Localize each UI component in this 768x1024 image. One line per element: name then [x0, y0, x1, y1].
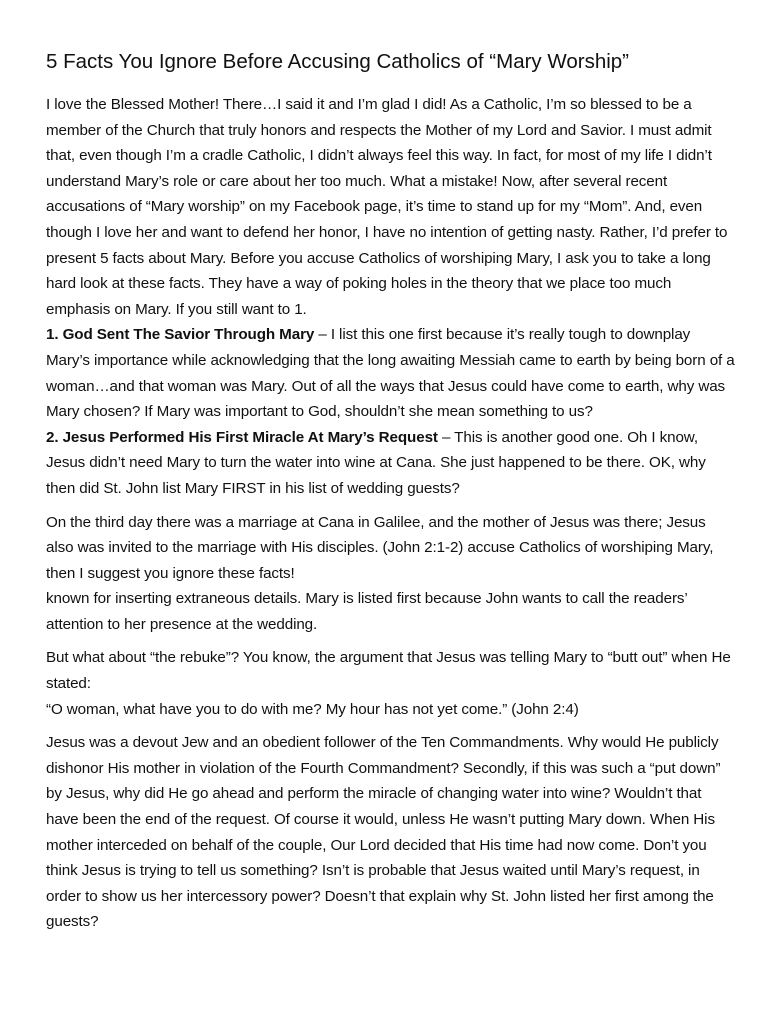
cana-note-paragraph: known for inserting extraneous details. Mary is listed first because John wants to call the readers’ attention to her presence at the wedding.	[46, 590, 688, 633]
document-page	[46, 48, 736, 935]
fact-2-heading: 2. Jesus Performed His First Miracle At Mary’s Request	[46, 428, 438, 446]
fact-2-text: – This is another good one. Oh I know, Jesus didn’t need Mary to turn the water into wine at Cana. She just happened to be there. OK, why then did St. John list Mary FIRST in his list of wedding guests?	[46, 428, 706, 497]
fact-2-paragraph	[46, 425, 736, 502]
intro-paragraph: I love the Blessed Mother! There…I said it and I’m glad I did! As a Catholic, I’m so blessed to be a member of the Church that truly honors and respects the Mother of my Lord and Savior. I must admit that, even though I’m a cradle Catholic, I didn’t always feel this way. In fact, for most of my life I didn’t understand Mary’s role or care about her too much. What a mistake! Now, after several recent accusations of “Mary worship” on my Facebook page, it’s time to stand up for my “Mom”. And, even though I love her and want to defend her honor, I have no intention of getting nasty. Rather, I’d prefer to present 5 facts about Mary. Before you accuse Catholics of worshiping Mary, I ask you to take a long hard look at these facts. They have a way of poking holes in the theory that we place too much emphasis on Mary. If you still want to 1.	[46, 96, 728, 318]
fact-1-paragraph	[46, 322, 736, 424]
fact-1-text: – I list this one first because it’s really tough to downplay Mary’s importance while acknowledging that the long awaiting Messiah came to earth by being born of a woman…and that woman was Mary. Out of all the ways that Jesus could have come to earth, why was Mary chosen? If Mary was important to God, shouldn’t she mean something to us?	[46, 326, 735, 421]
fact-1-heading: 1. God Sent The Savior Through Mary	[46, 326, 315, 344]
rebuke-intro-paragraph: But what about “the rebuke”? You know, the argument that Jesus was telling Mary to “butt out” when He stated:	[46, 649, 731, 693]
cana-quote-paragraph: On the third day there was a marriage at Cana in Galilee, and the mother of Jesus was there; Jesus also was invited to the marriage with His disciples. (John 2:1-2) accuse Catholics of worshiping Mary, then I suggest you ignore these facts!	[46, 513, 714, 582]
rebuke-quote-paragraph: “O woman, what have you to do with me? My hour has not yet come.” (John 2:4)	[46, 700, 579, 718]
document-title: 5 Facts You Ignore Before Accusing Catholics of “Mary Worship”	[46, 50, 630, 73]
closing-paragraph: Jesus was a devout Jew and an obedient follower of the Ten Commandments. Why would He publicly dishonor His mother in violation of the Fourth Commandment? Secondly, if this was such a “put down” by Jesus, why did He go ahead and perform the miracle of changing water into wine? Wouldn’t that have been the end of the request. Of course it would, unless He wasn’t putting Mary down. When His mother interceded on behalf of the couple, Our Lord decided that His time had now come. Don’t you think Jesus is trying to tell us something? Isn’t is probable that Jesus waited until Mary’s request, in order to show us her intercessory power? Doesn’t that explain why St. John listed her first among the guests?	[46, 734, 721, 931]
